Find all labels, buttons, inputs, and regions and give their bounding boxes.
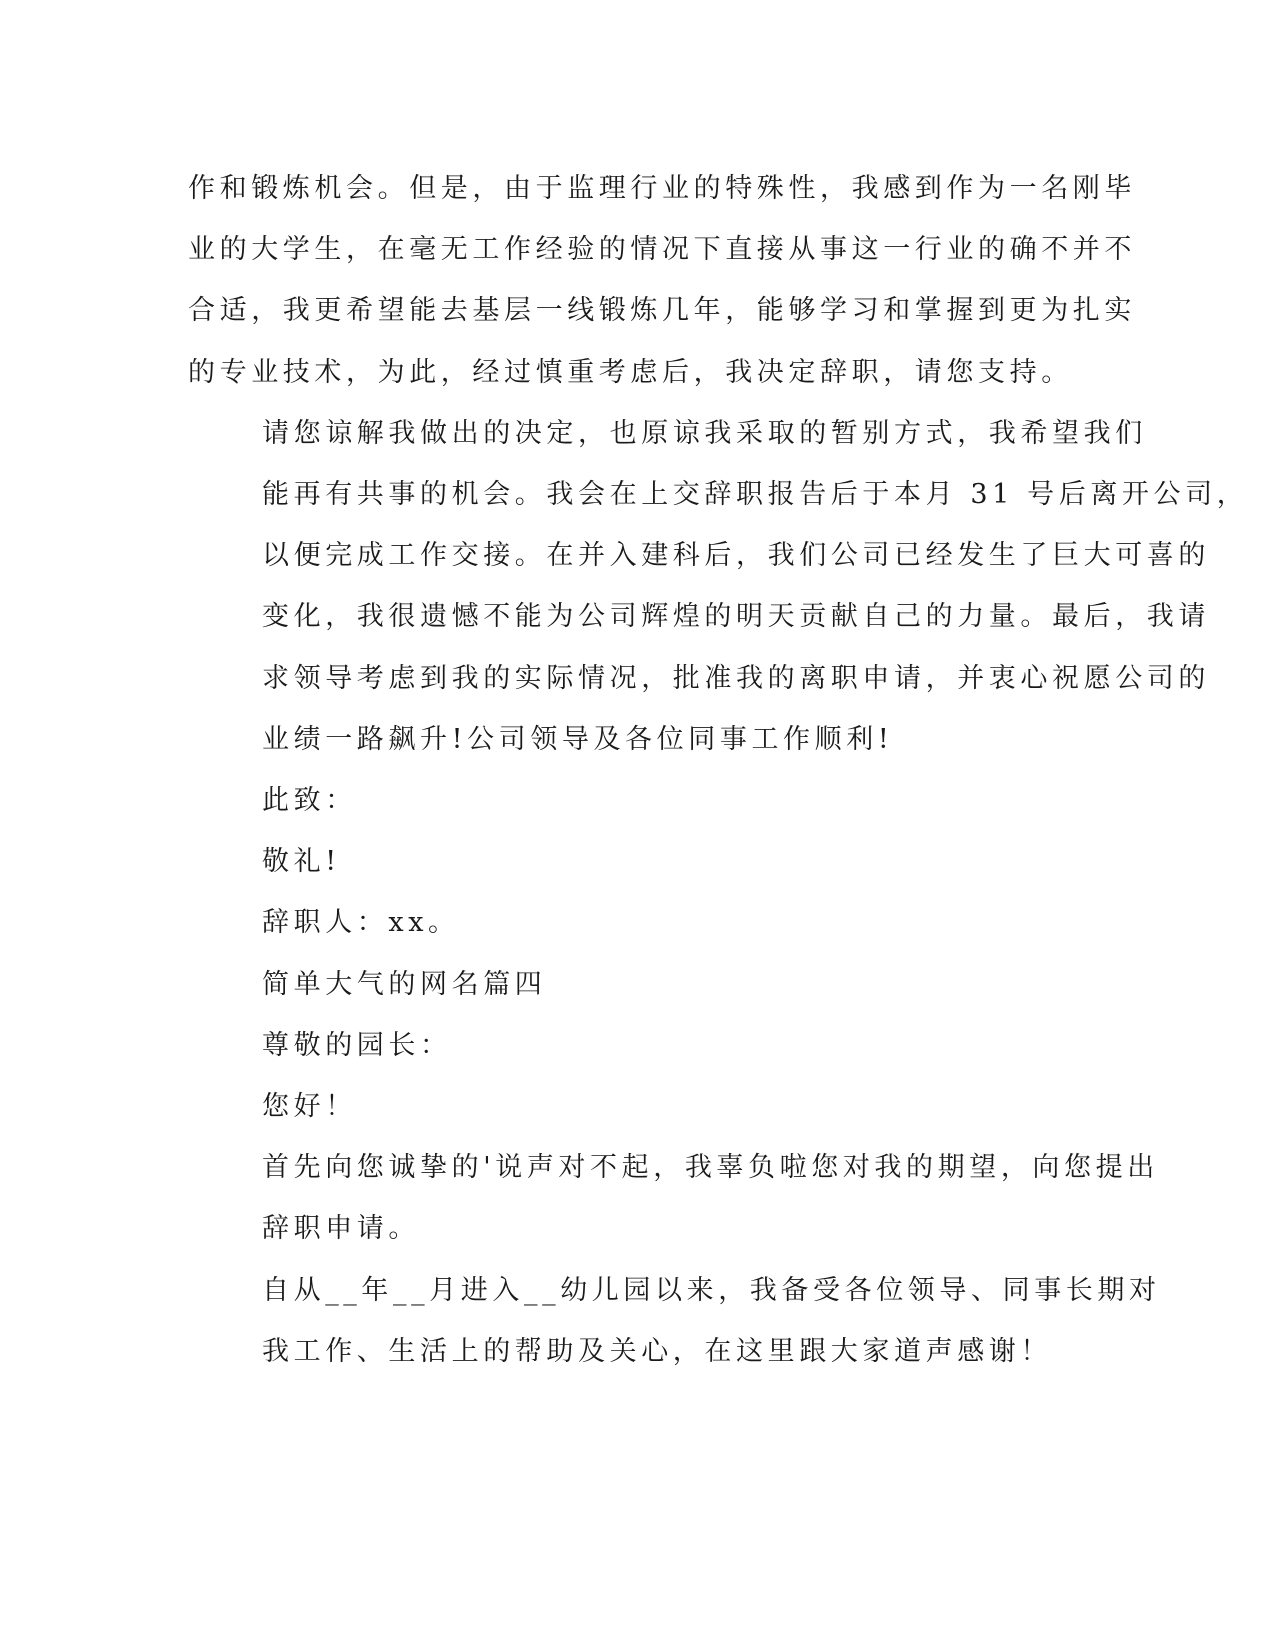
text-line: 简单大气的网名篇四 (262, 968, 547, 1000)
paragraph-gratitude (188, 1260, 1161, 1382)
text-line: 此致： (262, 785, 357, 817)
text-line: 的专业技术，为此，经过慎重考虑后，我决定辞职，请您支持。 (188, 356, 1073, 388)
paragraph-apology (188, 1137, 1159, 1259)
paragraph-apology-and-wishes (188, 403, 1249, 770)
text-line: 辞职人：xx。 (262, 907, 460, 939)
text-line: 尊敬的园长： (262, 1029, 452, 1061)
text-line: 敬礼! (262, 846, 341, 878)
paragraph-resignation-reason (188, 158, 1136, 403)
text-line: 您好！ (262, 1091, 357, 1123)
letter-greeting-hello (188, 1076, 1068, 1137)
text-line: 业的大学生，在毫无工作经验的情况下直接从事这一行业的确不并不 (188, 234, 1136, 266)
signature-line (188, 892, 1068, 953)
text-line: 能再有共事的机会。我会在上交辞职报告后于本月 31 号后离开公司， (262, 479, 1249, 511)
closing-salutation (188, 770, 1068, 831)
text-line: 合适，我更希望能去基层一线锻炼几年，能够学习和掌握到更为扎实 (188, 295, 1136, 327)
text-line: 我工作、生活上的帮助及关心，在这里跟大家道声感谢！ (262, 1335, 1052, 1367)
text-line: 请您谅解我做出的决定，也原谅我采取的暂别方式，我希望我们 (262, 417, 1147, 449)
text-line: 自从__年__月进入__幼儿园以来，我备受各位领导、同事长期对 (262, 1274, 1161, 1306)
text-line: 求领导考虑到我的实际情况，批准我的离职申请，并衷心祝愿公司的 (262, 662, 1210, 694)
text-line: 辞职申请。 (262, 1213, 420, 1245)
text-line: 变化，我很遗憾不能为公司辉煌的明天贡献自己的力量。最后，我请 (262, 601, 1210, 633)
text-line: 业绩一路飙升!公司领导及各位同事工作顺利! (262, 723, 894, 755)
document-body (188, 158, 1249, 1382)
section-heading (188, 954, 1068, 1015)
letter-greeting-recipient (188, 1015, 1068, 1076)
text-line: 首先向您诚挚的'说声对不起，我辜负啦您对我的期望，向您提出 (262, 1152, 1159, 1184)
closing-respect (188, 831, 1068, 892)
text-line: 以便完成工作交接。在并入建科后，我们公司已经发生了巨大可喜的 (262, 540, 1210, 572)
text-line: 作和锻炼机会。但是，由于监理行业的特殊性，我感到作为一名刚毕 (188, 173, 1136, 204)
